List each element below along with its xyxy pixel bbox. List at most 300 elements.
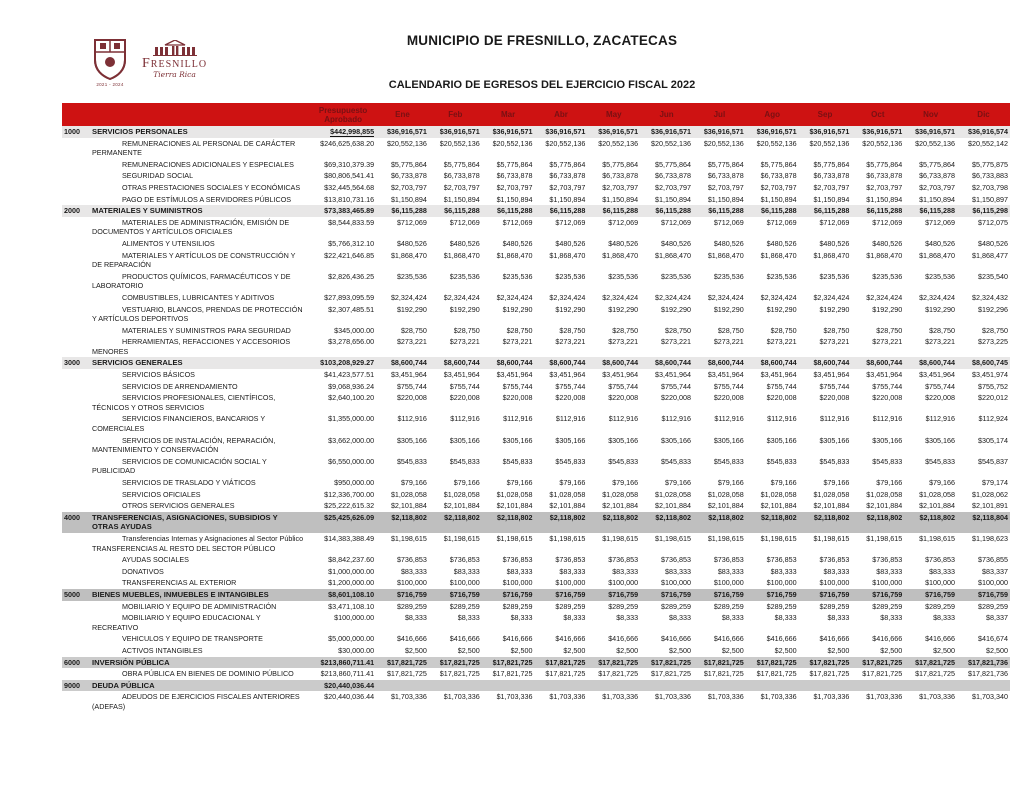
month-value-mar: $235,536 <box>502 271 533 281</box>
approved-value: $8,601,108.10 <box>310 589 376 601</box>
header-month-jul: Jul <box>693 103 746 126</box>
month-value-oct: $289,259 <box>872 601 903 611</box>
month-value-dic: $716,759 <box>957 589 1010 601</box>
month-value-ene: $220,008 <box>396 393 427 403</box>
month-value-ago: $1,868,470 <box>760 250 797 260</box>
month-value-may: $192,290 <box>608 304 639 314</box>
month-value-jun <box>640 680 693 692</box>
table-row <box>62 381 1010 393</box>
row-label: SERVICIOS GENERALES <box>92 357 310 369</box>
month-value-mar: $17,821,725 <box>492 669 533 679</box>
row-label: MOBILIARIO Y EQUIPO DE ADMINISTRACIÓN <box>122 601 277 611</box>
row-label: SEGURIDAD SOCIAL <box>122 171 194 181</box>
month-value-jul: $2,500 <box>721 645 744 655</box>
month-value-may: $112,916 <box>608 414 639 424</box>
table-row <box>62 645 1010 657</box>
row-label: AYUDAS SOCIALES <box>122 555 189 565</box>
row-label: PAGO DE ESTÍMULOS A SERVIDORES PÚBLICOS <box>122 194 292 204</box>
row-label: VEHICULOS Y EQUIPO DE TRANSPORTE <box>122 634 263 644</box>
month-value-abr: $17,821,725 <box>545 669 586 679</box>
month-value-abr: $5,775,864 <box>549 159 586 169</box>
month-value-jun: $17,821,725 <box>640 657 693 669</box>
table-header-row <box>62 103 1010 126</box>
table-row <box>62 194 1010 206</box>
month-value-sep: $192,290 <box>819 304 850 314</box>
row-label: INVERSIÓN PÚBLICA <box>92 657 310 669</box>
month-value-feb: $17,821,725 <box>439 669 480 679</box>
month-value-abr: $480,526 <box>555 238 586 248</box>
row-label: MATERIALES Y SUMINISTROS PARA SEGURIDAD <box>122 325 291 335</box>
month-value-dic: $112,924 <box>978 414 1008 424</box>
month-value-nov: $3,451,964 <box>919 370 956 380</box>
month-value-sep: $2,500 <box>827 645 850 655</box>
month-value-ene: $1,198,615 <box>390 533 427 543</box>
table-row <box>62 554 1010 566</box>
month-value-mar: $36,916,571 <box>482 126 535 138</box>
table-row <box>62 577 1010 589</box>
month-value-feb: $2,500 <box>457 645 480 655</box>
month-value-jul <box>693 680 746 692</box>
month-value-mar: $83,333 <box>506 566 533 576</box>
month-value-sep: $6,115,288 <box>799 205 852 217</box>
month-value-nov: $8,333 <box>933 613 956 623</box>
section-row-3000 <box>62 357 1010 369</box>
month-value-sep: $2,101,884 <box>813 501 850 511</box>
month-value-abr: $20,552,136 <box>545 138 586 148</box>
month-value-abr: $220,008 <box>555 393 586 403</box>
row-label: Transferencias Internas y Asignaciones al Sector Público TRANSFERENCIAS AL RESTO DEL SECTOR PÚBLICO <box>92 533 304 553</box>
row-code <box>62 159 92 171</box>
month-value-feb: $480,526 <box>449 238 480 248</box>
table-row <box>62 325 1010 337</box>
month-value-ago: $1,028,058 <box>760 489 797 499</box>
month-value-may: $6,115,288 <box>587 205 640 217</box>
month-value-nov: $1,868,470 <box>919 250 956 260</box>
month-value-jun: $3,451,964 <box>655 370 691 380</box>
month-value-jul: $28,750 <box>717 325 744 335</box>
month-value-jul: $5,775,864 <box>707 159 744 169</box>
approved-value: $27,893,095.59 <box>324 292 375 302</box>
month-value-may: $5,775,864 <box>602 159 639 169</box>
month-value-dic: $3,451,974 <box>972 370 1008 380</box>
month-value-abr: $100,000 <box>555 578 586 588</box>
month-value-ene: $192,290 <box>396 304 427 314</box>
month-value-nov: $1,150,894 <box>919 194 956 204</box>
month-value-dic: $755,752 <box>978 381 1008 391</box>
month-value-nov: $36,916,571 <box>904 126 957 138</box>
month-value-jun: $1,150,894 <box>655 194 691 204</box>
month-value-sep: $2,703,797 <box>813 182 850 192</box>
row-label: MOBILIARIO Y EQUIPO EDUCACIONAL Y RECREATIVO <box>92 613 261 632</box>
table-row <box>62 566 1010 578</box>
table-row <box>62 217 1010 238</box>
row-code <box>62 138 92 159</box>
row-label: TRANSFERENCIAS AL EXTERIOR <box>122 578 237 588</box>
approved-value: $246,625,638.20 <box>320 138 375 148</box>
month-value-ago: $28,750 <box>770 325 797 335</box>
month-value-oct: $2,118,802 <box>851 512 904 533</box>
month-value-jun: $83,333 <box>665 566 691 576</box>
fresnillo-tagline: Tierra Rica <box>153 70 196 79</box>
approved-value: $20,440,036.44 <box>324 692 375 702</box>
table-row <box>62 477 1010 489</box>
month-value-jul: $1,868,470 <box>707 250 744 260</box>
table-row <box>62 435 1010 456</box>
fresnillo-wordmark: Fresnillo <box>142 56 208 71</box>
month-value-nov: $2,324,424 <box>919 292 956 302</box>
month-value-may: $100,000 <box>608 578 639 588</box>
row-label: COMBUSTIBLES, LUBRICANTES Y ADITIVOS <box>122 292 275 302</box>
month-value-ago: $100,000 <box>766 578 797 588</box>
month-value-dic: $416,674 <box>978 634 1008 644</box>
month-value-dic: $79,174 <box>982 478 1008 487</box>
month-value-ago: $755,744 <box>766 381 797 391</box>
month-value-jul: $2,703,797 <box>707 182 744 192</box>
month-value-nov: $273,221 <box>925 337 956 347</box>
month-value-may: $6,733,878 <box>602 171 639 181</box>
month-value-feb: $6,115,288 <box>429 205 482 217</box>
month-value-mar: $2,324,424 <box>496 292 533 302</box>
month-value-feb: $2,101,884 <box>443 501 480 511</box>
approved-value: $1,200,000.00 <box>328 578 375 588</box>
month-value-abr: $2,703,797 <box>549 182 586 192</box>
month-value-feb: $220,008 <box>449 393 480 403</box>
approved-value: $950,000.00 <box>334 478 375 487</box>
month-value-jun: $8,333 <box>669 613 691 623</box>
month-value-oct: $736,853 <box>872 555 903 565</box>
month-value-jun: $716,759 <box>640 589 693 601</box>
approved-value: $3,662,000.00 <box>328 435 375 445</box>
month-value-sep: $6,733,878 <box>813 171 850 181</box>
month-value-jun: $5,775,864 <box>655 159 691 169</box>
month-value-abr: $736,853 <box>555 555 586 565</box>
row-code <box>62 633 92 645</box>
month-value-oct: $20,552,136 <box>862 138 903 148</box>
month-value-feb: $20,552,136 <box>439 138 480 148</box>
row-code <box>62 182 92 194</box>
approved-value: $8,842,237.60 <box>328 555 375 565</box>
month-value-may: $273,221 <box>608 337 639 347</box>
month-value-ene: $545,833 <box>396 456 427 466</box>
section-row-5000 <box>62 589 1010 601</box>
month-value-sep: $100,000 <box>819 578 850 588</box>
budget-table-body <box>62 126 1010 712</box>
table-row <box>62 533 1010 554</box>
month-value-nov: $192,290 <box>925 304 956 314</box>
month-value-jul: $2,118,802 <box>693 512 746 533</box>
month-value-nov: $2,703,797 <box>919 182 956 192</box>
month-value-dic: $480,526 <box>978 238 1008 248</box>
month-value-abr <box>535 680 588 692</box>
row-code <box>62 577 92 589</box>
row-code <box>62 392 92 413</box>
month-value-feb: $416,666 <box>449 634 480 644</box>
month-value-jun: $1,198,615 <box>655 533 691 543</box>
month-value-may: $17,821,725 <box>587 657 640 669</box>
month-value-dic: $1,150,897 <box>972 194 1008 204</box>
page-title: MUNICIPIO DE FRESNILLO, ZACATECAS <box>406 33 678 48</box>
month-value-oct: $192,290 <box>872 304 903 314</box>
month-value-mar: $1,150,894 <box>496 194 533 204</box>
month-value-abr: $2,101,884 <box>549 501 586 511</box>
month-value-dic: $305,174 <box>978 435 1008 445</box>
month-value-jul: $36,916,571 <box>693 126 746 138</box>
month-value-dic: $8,600,745 <box>957 357 1010 369</box>
month-value-abr: $8,600,744 <box>535 357 588 369</box>
approved-value: $69,310,379.39 <box>324 159 375 169</box>
month-value-ene: $305,166 <box>396 435 427 445</box>
month-value-feb: $305,166 <box>449 435 480 445</box>
month-value-jul: $8,600,744 <box>693 357 746 369</box>
month-value-dic: $17,821,736 <box>968 669 1008 679</box>
month-value-jul: $235,536 <box>713 271 744 281</box>
row-label: SERVICIOS OFICIALES <box>122 489 201 499</box>
month-value-jun: $1,703,336 <box>655 692 691 702</box>
approved-value: $14,383,388.49 <box>324 533 375 543</box>
month-value-abr: $235,536 <box>555 271 586 281</box>
table-row <box>62 159 1010 171</box>
approved-value: $1,000,000.00 <box>328 566 375 576</box>
month-value-jun: $755,744 <box>661 381 691 391</box>
row-code <box>62 456 92 477</box>
month-value-nov: $755,744 <box>925 381 956 391</box>
month-value-sep: $736,853 <box>819 555 850 565</box>
approved-value: $3,471,108.10 <box>328 601 375 611</box>
month-value-ago: $36,916,571 <box>746 126 799 138</box>
month-value-jun: $1,868,470 <box>655 250 691 260</box>
month-value-oct: $112,916 <box>872 414 903 424</box>
month-value-sep: $716,759 <box>799 589 852 601</box>
row-label: SERVICIOS PROFESIONALES, CIENTÍFICOS, TÉCNICOS Y OTROS SERVICIOS <box>92 393 276 412</box>
month-value-jun: $712,069 <box>661 217 691 227</box>
month-value-may: $8,600,744 <box>587 357 640 369</box>
month-value-ago: $112,916 <box>767 414 797 424</box>
month-value-may: $2,118,802 <box>587 512 640 533</box>
month-value-oct: $1,150,894 <box>866 194 903 204</box>
month-value-mar: $545,833 <box>502 456 533 466</box>
month-value-ene: $2,118,802 <box>376 512 429 533</box>
month-value-feb: $79,166 <box>453 478 480 487</box>
month-value-mar: $2,101,884 <box>496 501 533 511</box>
month-value-dic: $100,000 <box>978 578 1008 588</box>
month-value-oct: $17,821,725 <box>851 657 904 669</box>
month-value-nov: $20,552,136 <box>915 138 956 148</box>
month-value-feb: $235,536 <box>449 271 480 281</box>
month-value-may: $36,916,571 <box>587 126 640 138</box>
month-value-mar: $2,500 <box>510 645 533 655</box>
month-value-jun: $6,115,288 <box>640 205 693 217</box>
month-value-oct: $2,703,797 <box>866 182 903 192</box>
month-value-jun: $2,703,797 <box>655 182 691 192</box>
approved-value: $9,068,936.24 <box>328 381 375 391</box>
month-value-ago: $2,118,802 <box>746 512 799 533</box>
month-value-abr: $36,916,571 <box>535 126 588 138</box>
approved-value: $6,550,000.00 <box>328 456 375 466</box>
month-value-dic: $1,028,062 <box>972 489 1008 499</box>
month-value-oct: $8,600,744 <box>851 357 904 369</box>
approved-value: $25,425,626.09 <box>310 512 376 533</box>
month-value-ene: $2,703,797 <box>390 182 427 192</box>
row-label: SERVICIOS BÁSICOS <box>122 370 195 380</box>
month-value-jun: $100,000 <box>661 578 691 588</box>
table-row <box>62 500 1010 512</box>
month-value-mar: $2,703,797 <box>496 182 533 192</box>
month-value-sep: $235,536 <box>819 271 850 281</box>
month-value-may: $1,150,894 <box>602 194 639 204</box>
month-value-jul: $20,552,136 <box>703 138 744 148</box>
table-row <box>62 138 1010 159</box>
month-value-jun: $112,916 <box>661 414 691 424</box>
month-value-sep: $1,868,470 <box>813 250 850 260</box>
row-label: SERVICIOS DE TRASLADO Y VIÁTICOS <box>122 478 256 487</box>
month-value-feb: $6,733,878 <box>443 171 480 181</box>
month-value-mar: $305,166 <box>502 435 533 445</box>
month-value-feb: $8,333 <box>457 613 480 623</box>
month-value-dic: $1,703,340 <box>972 692 1008 702</box>
month-value-jun: $28,750 <box>665 325 691 335</box>
month-value-abr: $112,916 <box>555 414 586 424</box>
month-value-jul: $289,259 <box>713 601 744 611</box>
month-value-nov: $6,733,878 <box>919 171 956 181</box>
month-value-ago: $1,198,615 <box>760 533 797 543</box>
row-code <box>62 413 92 434</box>
month-value-nov: $79,166 <box>929 478 956 487</box>
table-row <box>62 238 1010 250</box>
header-month-nov: Nov <box>904 103 957 126</box>
month-value-ene: $8,333 <box>404 613 427 623</box>
month-value-feb: $100,000 <box>449 578 480 588</box>
month-value-dic: $6,115,298 <box>957 205 1010 217</box>
month-value-ene: $20,552,136 <box>386 138 427 148</box>
month-value-dic: $235,540 <box>978 271 1008 281</box>
month-value-jun: $416,666 <box>661 634 691 644</box>
month-value-dic: $2,324,432 <box>972 292 1008 302</box>
header-presupuesto-aprobado: Presupuesto Aprobado <box>310 103 376 126</box>
table-row <box>62 336 1010 357</box>
month-value-oct: $79,166 <box>876 478 903 487</box>
month-value-jul: $220,008 <box>713 393 744 403</box>
crest-caption: 2021 - 2024 <box>96 82 124 87</box>
month-value-feb: $736,853 <box>449 555 480 565</box>
month-value-mar: $220,008 <box>502 393 533 403</box>
month-value-feb: $1,028,058 <box>443 489 480 499</box>
row-code <box>62 477 92 489</box>
month-value-mar: $1,198,615 <box>496 533 533 543</box>
month-value-jul: $2,324,424 <box>707 292 744 302</box>
month-value-jul: $305,166 <box>713 435 744 445</box>
row-code <box>62 381 92 393</box>
month-value-mar: $6,115,288 <box>482 205 535 217</box>
month-value-dic: $83,337 <box>982 566 1008 576</box>
row-sublabel: TRANSFERENCIAS AL RESTO DEL SECTOR PÚBLICO <box>92 543 276 553</box>
month-value-oct <box>851 680 904 692</box>
month-value-jul: $736,853 <box>713 555 744 565</box>
month-value-oct: $305,166 <box>872 435 903 445</box>
month-value-may: $17,821,725 <box>598 669 639 679</box>
table-row <box>62 304 1010 325</box>
month-value-may: $28,750 <box>612 325 639 335</box>
table-row <box>62 292 1010 304</box>
month-value-jun: $2,101,884 <box>655 501 691 511</box>
month-value-ene: $716,759 <box>376 589 429 601</box>
row-code: 2000 <box>62 205 92 217</box>
month-value-ene: $273,221 <box>396 337 427 347</box>
month-value-nov: $289,259 <box>925 601 956 611</box>
header-month-mar: Mar <box>482 103 535 126</box>
month-value-sep: $8,333 <box>827 613 850 623</box>
month-value-ago: $235,536 <box>766 271 797 281</box>
month-value-abr: $1,198,615 <box>549 533 586 543</box>
month-value-feb: $36,916,571 <box>429 126 482 138</box>
month-value-nov: $8,600,744 <box>904 357 957 369</box>
section-row-4000 <box>62 512 1010 533</box>
approved-value: $30,000.00 <box>338 645 375 655</box>
month-value-nov: $2,500 <box>933 645 956 655</box>
table-header <box>62 103 1010 126</box>
month-value-jul: $192,290 <box>713 304 744 314</box>
section-row-6000 <box>62 657 1010 669</box>
month-value-nov <box>904 680 957 692</box>
month-value-abr: $1,703,336 <box>549 692 586 702</box>
month-value-feb: $716,759 <box>429 589 482 601</box>
row-code <box>62 601 92 613</box>
month-value-jun: $17,821,725 <box>651 669 691 679</box>
month-value-abr: $2,500 <box>563 645 586 655</box>
month-value-dic: $17,821,736 <box>957 657 1010 669</box>
month-value-dic: $20,552,142 <box>968 138 1008 148</box>
month-value-sep: $289,259 <box>819 601 850 611</box>
month-value-nov: $480,526 <box>925 238 956 248</box>
month-value-abr: $712,069 <box>555 217 586 227</box>
month-value-ene: $480,526 <box>396 238 427 248</box>
header-month-ene: Ene <box>376 103 429 126</box>
month-value-mar: $112,916 <box>503 414 533 424</box>
month-value-may: $2,101,884 <box>602 501 639 511</box>
table-row <box>62 489 1010 501</box>
month-value-dic: $273,225 <box>978 337 1008 347</box>
month-value-ago: $8,600,744 <box>746 357 799 369</box>
month-value-feb: $289,259 <box>449 601 480 611</box>
table-row <box>62 633 1010 645</box>
month-value-oct: $2,500 <box>880 645 903 655</box>
month-value-oct: $2,324,424 <box>866 292 903 302</box>
month-value-may: $8,333 <box>616 613 639 623</box>
month-value-mar: $416,666 <box>502 634 533 644</box>
month-value-abr: $6,733,878 <box>549 171 586 181</box>
month-value-may <box>587 680 640 692</box>
month-value-ago: $2,101,884 <box>760 501 797 511</box>
month-value-ene: $5,775,864 <box>390 159 427 169</box>
row-label: OTROS SERVICIOS GENERALES <box>122 501 235 511</box>
approved-value: $213,860,711.41 <box>310 657 376 669</box>
month-value-jul: $6,733,878 <box>707 171 744 181</box>
month-value-oct: $545,833 <box>872 456 903 466</box>
month-value-sep: $112,916 <box>819 414 850 424</box>
section-row-2000 <box>62 205 1010 217</box>
approved-value: $1,355,000.00 <box>328 414 375 424</box>
row-code <box>62 271 92 292</box>
approved-value: $345,000.00 <box>334 325 375 335</box>
month-value-sep: $1,703,336 <box>813 692 850 702</box>
approved-value: $2,640,100.20 <box>328 393 375 403</box>
month-value-mar: $480,526 <box>502 238 533 248</box>
month-value-may: $2,500 <box>616 645 639 655</box>
row-code: 1000 <box>62 126 92 138</box>
month-value-dic: $8,337 <box>986 613 1008 623</box>
month-value-nov: $2,118,802 <box>904 512 957 533</box>
month-value-mar: $289,259 <box>502 601 533 611</box>
month-value-jul: $755,744 <box>713 381 744 391</box>
